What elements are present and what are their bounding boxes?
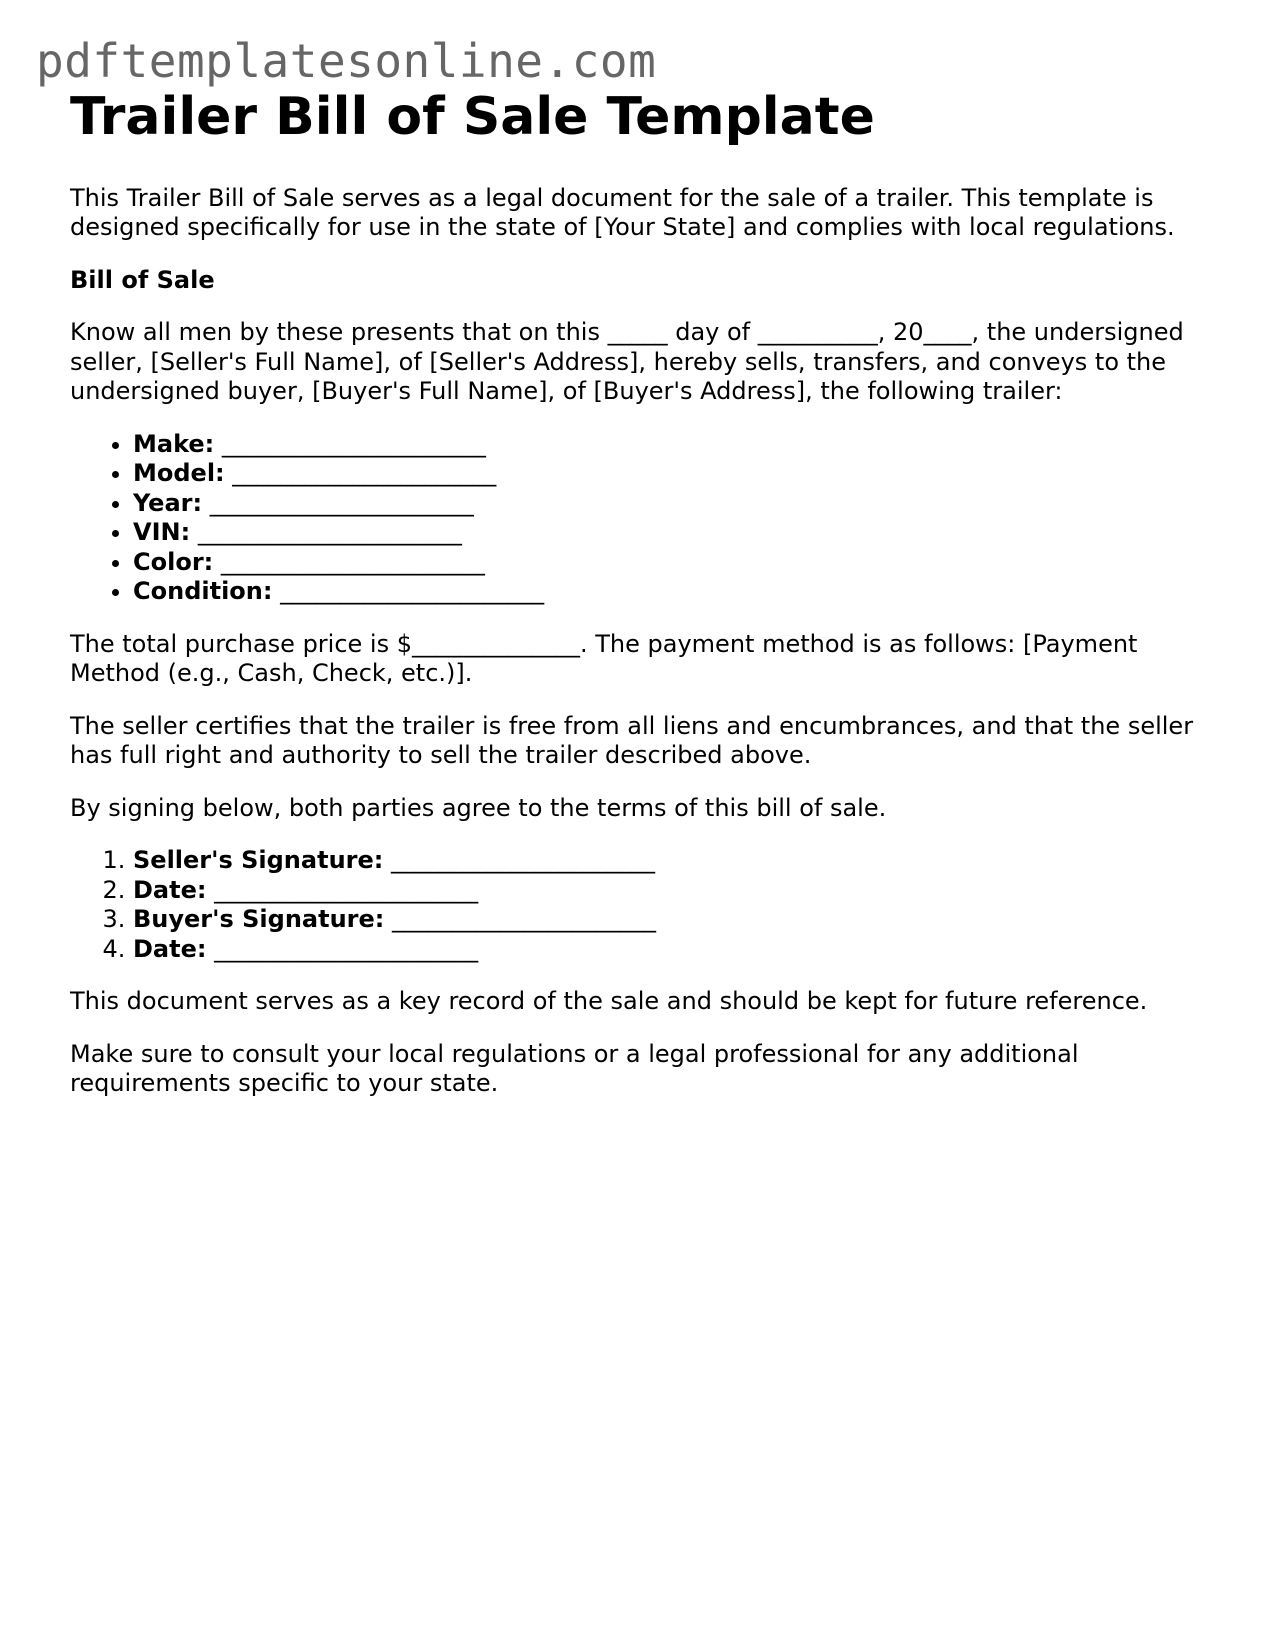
trailer-field-condition: [133, 577, 1210, 607]
field-label: Make:: [133, 429, 215, 458]
trailer-field-make: [133, 430, 1210, 460]
seller-date-line: [133, 876, 1210, 906]
price-paragraph: The total purchase price is $______________. The payment method is as follows: [Payment Method (e.g., Cash, Check, etc.)].: [70, 629, 1138, 688]
field-blank: ______________________: [209, 488, 474, 517]
signature-label: Seller's Signature:: [133, 846, 384, 875]
signature-blank: ______________________: [391, 846, 655, 875]
intro-paragraph: This Trailer Bill of Sale serves as a legal document for the sale of a trailer. This template is designed specifically for use in the state of [Your State] and complies with local regulations.: [70, 183, 1175, 242]
field-blank: ______________________: [221, 429, 486, 458]
field-blank: ______________________: [280, 577, 545, 606]
consult-note-paragraph: Make sure to consult your local regulations or a legal professional for any additional requirements specific to your state.: [70, 1039, 1079, 1098]
trailer-field-year: [133, 489, 1210, 519]
field-label: Color:: [133, 547, 214, 576]
field-label: Year:: [133, 488, 203, 517]
signature-label: Date:: [133, 934, 207, 963]
field-blank: ______________________: [220, 547, 485, 576]
trailer-details-list: [70, 430, 1210, 607]
field-label: Model:: [133, 459, 225, 488]
signature-label: Date:: [133, 875, 207, 904]
document-title: Trailer Bill of Sale Template: [70, 87, 875, 147]
signature-blank: ______________________: [392, 905, 657, 934]
field-blank: ______________________: [197, 518, 462, 547]
trailer-field-color: [133, 548, 1210, 578]
buyer-date-line: [133, 935, 1210, 965]
seller-signature-line: [133, 846, 1210, 876]
agreement-paragraph: By signing below, both parties agree to the terms of this bill of sale.: [70, 793, 887, 822]
trailer-field-model: [133, 459, 1210, 489]
signature-blank: ______________________: [214, 875, 479, 904]
buyer-signature-line: [133, 905, 1210, 935]
signature-blank: ______________________: [214, 934, 479, 963]
signature-label: Buyer's Signature:: [133, 905, 385, 934]
field-blank: ______________________: [232, 459, 497, 488]
record-note-paragraph: This document serves as a key record of the sale and should be kept for future reference.: [70, 987, 1148, 1016]
section-heading: Bill of Sale: [70, 265, 215, 294]
certification-paragraph: The seller certifies that the trailer is free from all liens and encumbrances, and that the seller has full right and authority to sell the trailer described above.: [70, 711, 1194, 770]
site-watermark: pdftemplatesonline.com: [36, 34, 657, 88]
field-label: VIN:: [133, 518, 191, 547]
signature-list: [70, 846, 1210, 964]
field-label: Condition:: [133, 577, 273, 606]
trailer-field-vin: [133, 518, 1210, 548]
document-body: [70, 88, 1210, 1122]
preamble-paragraph: Know all men by these presents that on this _____ day of __________, 20____, the undersigned seller, [Seller's Full Name], of [Seller's Address], hereby sells, transfers, and conveys to the undersigned buyer, [Buyer's Full Name], of [Buyer's Address], the following trailer:: [70, 318, 1184, 406]
